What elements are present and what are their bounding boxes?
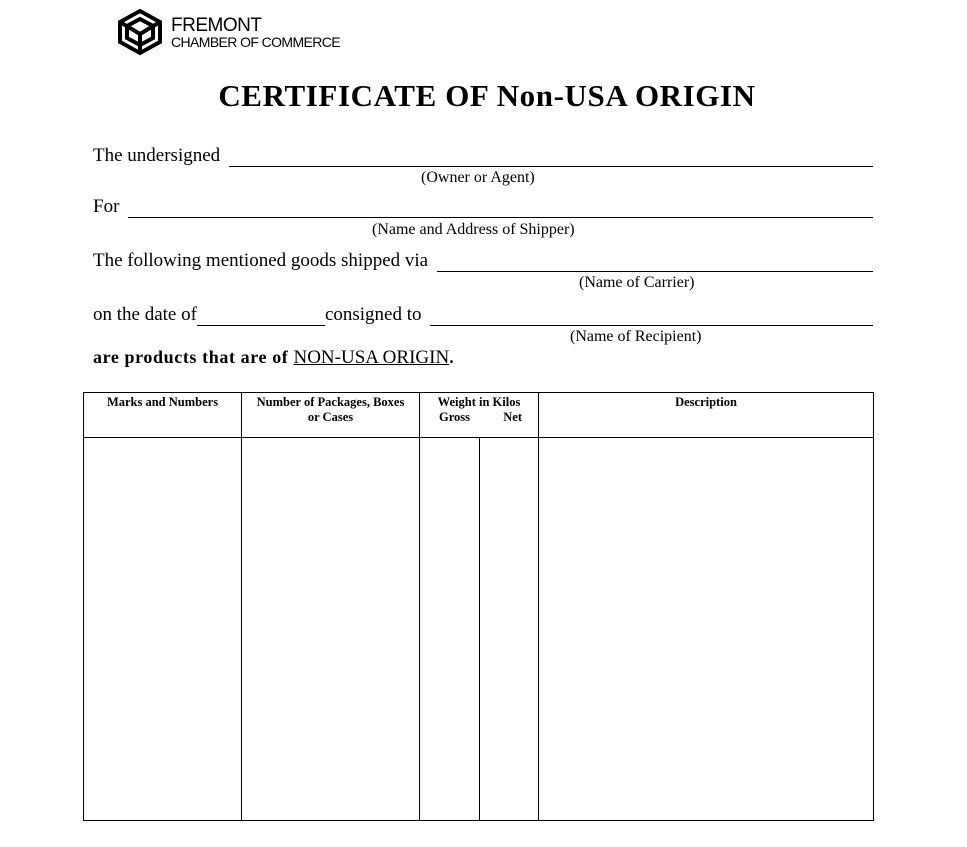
marks-cell[interactable]: [84, 438, 241, 820]
date-label: on the date of: [93, 304, 197, 325]
chamber-logo: [115, 8, 340, 56]
carrier-caption: (Name of Carrier): [579, 274, 695, 291]
origin-statement: [93, 347, 454, 369]
document-title: CERTIFICATE OF Non-USA ORIGIN: [218, 78, 756, 113]
net-weight-cell[interactable]: [480, 438, 538, 820]
undersigned-caption: (Owner or Agent): [421, 169, 535, 186]
logo-name-line2: CHAMBER OF COMMERCE: [171, 34, 341, 50]
statement-emphasis: NON-USA ORIGIN: [293, 347, 450, 368]
header-description: Description: [675, 395, 737, 409]
undersigned-row: [93, 145, 873, 167]
header-weight: [420, 395, 538, 425]
logo-name-line1: FREMONT: [171, 15, 262, 36]
consigned-label: consigned to: [324, 304, 427, 325]
date-field[interactable]: [197, 305, 325, 326]
statement-prefix: are products that are of: [93, 347, 294, 367]
header-net: Net: [503, 410, 522, 424]
shipper-row: [93, 196, 873, 218]
header-packages: [242, 395, 419, 425]
gross-weight-cell[interactable]: [420, 438, 479, 820]
undersigned-field[interactable]: [229, 146, 873, 167]
goods-table: [83, 392, 874, 821]
recipient-field[interactable]: [430, 305, 873, 326]
header-weight-title: Weight in Kilos: [437, 395, 521, 409]
description-cell[interactable]: [539, 438, 873, 820]
undersigned-label: The undersigned: [93, 145, 225, 166]
recipient-caption: (Name of Recipient): [570, 328, 702, 345]
for-label: For: [93, 196, 125, 217]
packages-cell[interactable]: [242, 438, 419, 820]
header-marks-numbers: Marks and Numbers: [106, 395, 219, 409]
statement-suffix: .: [449, 347, 455, 367]
date-row: [93, 304, 873, 326]
shipper-caption: (Name and Address of Shipper): [372, 221, 575, 238]
header-packages-line1: Number of Packages, Boxes: [256, 395, 405, 409]
goods-label: The following mentioned goods shipped via: [93, 250, 433, 271]
carrier-field[interactable]: [437, 251, 873, 272]
chamber-logo-icon: [115, 8, 165, 56]
shipper-field[interactable]: [128, 197, 873, 218]
header-packages-line2: or Cases: [307, 410, 354, 424]
header-gross: Gross: [439, 410, 471, 424]
carrier-row: [93, 250, 873, 272]
